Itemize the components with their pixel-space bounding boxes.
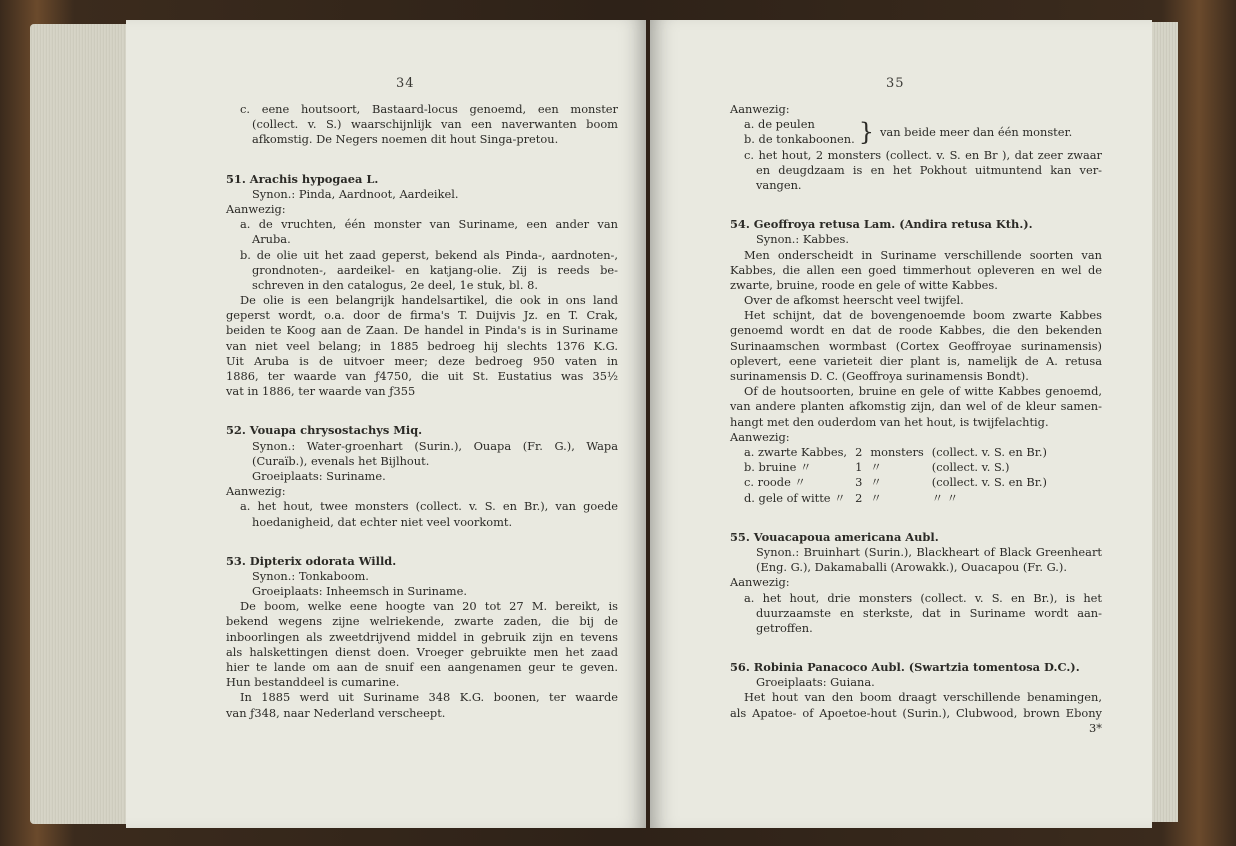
text-line: als halskettingen dienst doen. Vroeger gebruikte men het zaad <box>226 644 618 659</box>
text-line: Aanwezig: <box>730 102 790 116</box>
signature-mark: 3* <box>1089 720 1102 735</box>
page-edges-left <box>30 24 130 824</box>
text-line: Synon.: Pinda, Aardnoot, Aardeikel. <box>252 186 459 201</box>
table-cell: a. zwarte Kabbes, <box>744 444 848 459</box>
entry-heading: 56. Robinia Panacoco Aubl. (Swartzia tomentosa D.C.). <box>730 660 1080 675</box>
text-line: en deugdzaam is en het Pokhout uitmuntend kan ver- <box>756 162 1102 177</box>
text-line: beiden te Koog aan de Zaan. De handel in Pinda's is in Suriname <box>226 323 618 338</box>
table-row <box>744 475 1055 490</box>
page-edges-right <box>1150 22 1178 822</box>
brace-symbol: } <box>858 118 874 147</box>
text-line: Surinaamschen wormbast (Cortex Geoffroyae surinamensis) <box>730 338 1102 353</box>
text-line: (Eng. G.), Dakamaballi (Arowakk.), Ouacapou (Fr. G.). <box>756 560 1067 575</box>
text-line: b. de tonkaboonen. <box>744 132 855 147</box>
text-line: inboorlingen als zweetdrijvend middel in gebruik zijn en tevens <box>226 629 618 644</box>
text-line: Over de afkomst heerscht veel twijfel. <box>744 293 964 308</box>
table-cell: 〃 <box>870 475 882 490</box>
table-cell: 〃 <box>870 460 882 475</box>
text-line: afkomstig. De Negers noemen dit hout Singa-pretou. <box>252 132 559 147</box>
table-row <box>744 460 1055 475</box>
page-number: 35 <box>886 76 905 91</box>
table-cell: monsters <box>870 444 924 459</box>
text-line: Synon.: Tonkaboom. <box>252 568 369 583</box>
text-line: 1886, ter waarde van ƒ4750, die uit St. Eustatius was 35½ <box>226 369 618 383</box>
text-line: getroffen. <box>756 620 813 635</box>
text-line: grondnoten-, aardeikel- en katjang-olie. Zij is reeds be- <box>252 262 618 277</box>
text-line: Aanwezig: <box>730 575 790 590</box>
text-line: vat in 1886, ter waarde van ƒ355 <box>226 384 416 399</box>
text-line: zwarte, bruine, roode en gele of witte Kabbes. <box>730 277 998 292</box>
text-line: surinamensis D. C. (Geoffroya surinamensis Bondt). <box>730 369 1029 383</box>
text-line: a. de peulen <box>744 117 815 132</box>
table-cell: b. bruine 〃 <box>744 460 812 475</box>
table-cell: 2 <box>855 490 863 505</box>
entry-heading: 53. Dipterix odorata Willd. <box>226 553 397 568</box>
left-text-column <box>226 102 618 721</box>
text-line: geperst wordt, o.a. door de firma's T. Duijvis Jz. en T. Crak, <box>226 308 618 323</box>
table-cell: (collect. v. S.) <box>931 460 1010 475</box>
text-line: Men onderscheidt in Suriname verschillende soorten van <box>744 247 1102 262</box>
text-line: a. het hout, drie monsters (collect. v. S. en Br.), is het <box>744 590 1102 605</box>
text-line: Groeiplaats: Inheemsch in Suriname. <box>252 584 467 599</box>
brace-group <box>730 117 1102 147</box>
table-cell: (collect. v. S. en Br.) <box>931 444 1047 459</box>
text-line: vangen. <box>756 177 802 192</box>
text-line: als Apatoe- of Apoetoe-hout (Surin.), Clubwood, brown Ebony <box>730 705 1102 720</box>
text-line: Hun bestanddeel is cumarine. <box>226 675 400 690</box>
text-line: hoedanigheid, dat echter niet veel voorkomt. <box>252 514 513 529</box>
table-cell: 1 <box>855 460 863 475</box>
table-cell: d. gele of witte 〃 <box>744 490 846 505</box>
text-line: (Curaïb.), evenals het Bijlhout. <box>252 453 430 468</box>
table-cell: (collect. v. S. en Br.) <box>931 475 1047 490</box>
table-cell: 〃 〃 <box>931 490 959 505</box>
text-line: van andere planten afkomstig zijn, dan wel of de kleur samen- <box>730 399 1102 414</box>
text-line: Groeiplaats: Suriname. <box>252 468 386 483</box>
text-line: van beide meer dan één monster. <box>879 124 1073 139</box>
text-line: bekend wegens zijne welriekende, zwarte zaden, die bij de <box>226 614 618 629</box>
text-line: a. het hout, twee monsters (collect. v. S. en Br.), van goede <box>240 499 618 514</box>
text-line: schreven in den catalogus, 2e deel, 1e stuk, bl. 8. <box>252 277 539 292</box>
text-line: Synon.: Bruinhart (Surin.), Blackheart of Black Greenheart <box>756 544 1102 559</box>
text-line: b. de olie uit het zaad geperst, bekend als Pinda-, aardnoten-, <box>240 247 618 262</box>
text-line: oplevert, eene varieteit dier plant is, namelijk de A. retusa <box>730 353 1102 368</box>
text-line: De boom, welke eene hoogte van 20 tot 27 M. bereikt, is <box>240 599 618 614</box>
samples-table <box>744 445 1055 506</box>
text-line: Synon.: Kabbes. <box>756 232 849 247</box>
text-line: Synon.: Water-groenhart (Surin.), Ouapa (Fr. G.), Wapa <box>252 438 618 453</box>
text-line: van niet veel belang; in 1885 bedroeg hij slechts 1376 K.G. <box>226 338 618 353</box>
table-cell: 2 <box>855 444 863 459</box>
entry-heading: 52. Vouapa chrysostachys Miq. <box>226 423 423 438</box>
page-number: 34 <box>396 76 415 91</box>
text-line: Het hout van den boom draagt verschillende benamingen, <box>744 690 1102 705</box>
entry-heading: 55. Vouacapoua americana Aubl. <box>730 529 939 544</box>
table-cell: 3 <box>855 475 863 490</box>
text-line: In 1885 werd uit Suriname 348 K.G. boonen, ter waarde <box>240 690 618 705</box>
text-line: hier te lande om aan de snuif een aangenamen geur te geven. <box>226 660 618 674</box>
text-line: a. de vruchten, één monster van Suriname, een ander van <box>240 217 618 232</box>
entry-heading: 51. Arachis hypogaea L. <box>226 171 379 186</box>
right-text-column <box>730 102 1102 736</box>
text-line: Aanwezig: <box>226 201 286 216</box>
text-line: genoemd wordt en dat de roode Kabbes, die den bekenden <box>730 323 1102 338</box>
table-row <box>744 491 1055 506</box>
text-line: (collect. v. S.) waarschijnlijk van een naverwanten boom <box>252 117 618 132</box>
text-line: Uit Aruba is de uitvoer meer; deze bedroeg 950 vaten in <box>226 353 618 368</box>
table-row <box>744 445 1055 460</box>
entry-heading: 54. Geoffroya retusa Lam. (Andira retusa Kth.). <box>730 217 1033 232</box>
right-page <box>650 20 1152 828</box>
text-line: Aruba. <box>252 232 291 247</box>
text-line: c. eene houtsoort, Bastaard-locus genoemd, een monster <box>240 102 618 116</box>
text-line: van ƒ348, naar Nederland verscheept. <box>226 705 446 720</box>
text-line: c. het hout, 2 monsters (collect. v. S. en Br ), dat zeer zwaar <box>744 147 1102 162</box>
text-line: duurzaamste en sterkste, dat in Suriname wordt aan- <box>756 605 1102 620</box>
left-page <box>126 20 646 828</box>
text-line: Of de houtsoorten, bruine en gele of witte Kabbes genoemd, <box>744 384 1102 399</box>
text-line: Aanwezig: <box>226 484 286 499</box>
text-line: Aanwezig: <box>730 429 790 444</box>
table-cell: 〃 <box>870 490 882 505</box>
text-line: Kabbes, die allen een goed timmerhout opleveren en wel de <box>730 262 1102 277</box>
text-line: De olie is een belangrijk handelsartikel, die ook in ons land <box>240 293 618 308</box>
text-line: Het schijnt, dat de bovengenoemde boom zwarte Kabbes <box>744 308 1102 323</box>
text-line: hangt met den ouderdom van het hout, is twijfelachtig. <box>730 414 1049 429</box>
text-line: Groeiplaats: Guiana. <box>756 675 875 690</box>
table-cell: c. roode 〃 <box>744 475 806 490</box>
